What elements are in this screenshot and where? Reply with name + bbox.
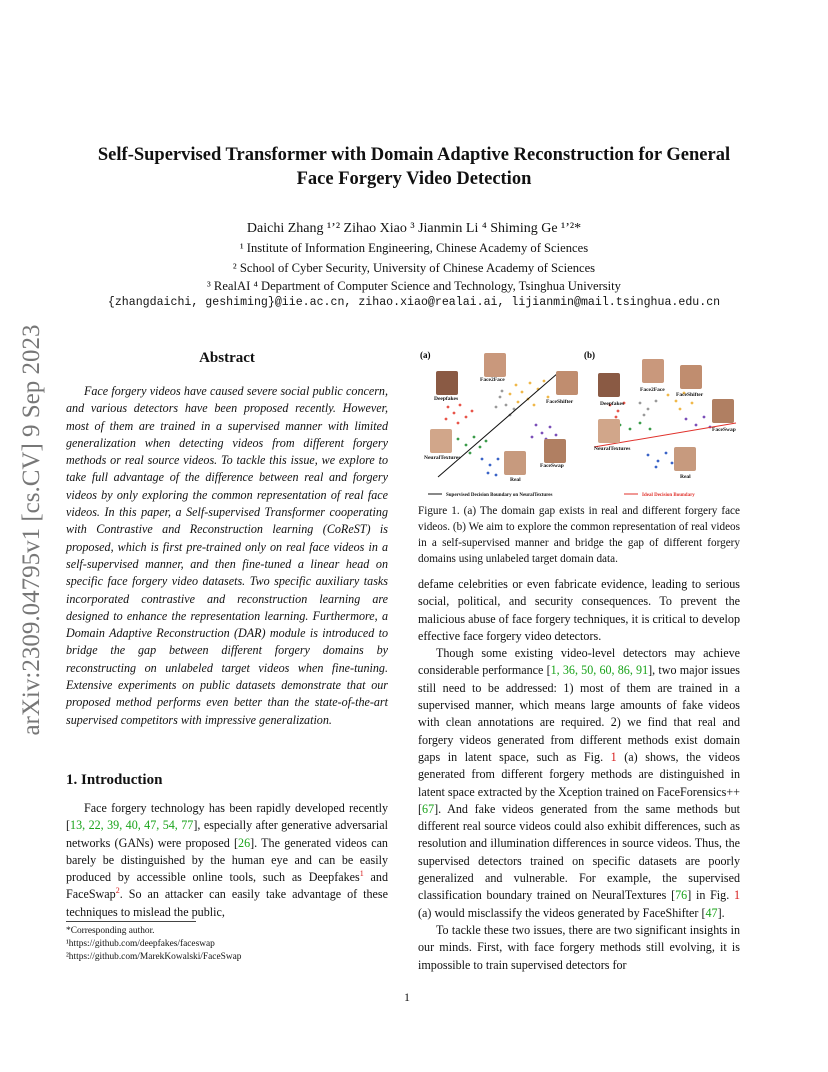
footnote-corresponding: *Corresponding author. [66, 926, 155, 936]
text-run: ]. And fake videos generated from the same methods but different real source videos could also exhibit differences, such as resolution and illumination differences in source videos. Thus, the supervised detectors trained on specific datasets are poorly generalized and vulnerable. For example, the supervised classification boundary trained on NeuralTextures [ [418, 801, 740, 903]
citation-link[interactable]: 13, 22, 39, 40, 47, 54, 77 [70, 818, 194, 833]
intro-paragraph-1 [66, 800, 388, 921]
abstract-paragraph: Face forgery videos have caused severe social public concern, and various detectors have been proposed recently. However, most of them are trained in a supervised manner with limited generalization when detecting videos from different forgery methods or real source videos. To tackle this issue, we explore to take full advantage of the difference between real and forgery videos by only exploring the common representation of real face videos. In this paper, a Self-supervised Transformer cooperating with Contrastive and Reconstruction learning (CoReST) is proposed, which is first pre-trained only on real face videos in a self-supervised manner, and then fine-tuned a linear head on specific face forgery video datasets. Two specific auxiliary tasks incorporated contrastive and reconstruction learning are designed to enhance the representation learning. Furthermore, a Domain Adaptive Reconstruction (DAR) module is introduced to bridge the gap between different forgery domains by reconstructing on unlabeled target videos when fine-tuning. Extensive experiments on public datasets demonstrate that our proposed method performs even better than the state-of-the-art supervised competitors with impressive generalization. [66, 384, 388, 727]
right-column [418, 576, 740, 974]
affiliation-2: ² School of Cyber Security, University of Chinese Academy of Sciences [232, 261, 596, 275]
text-run: ]. The generated videos can barely be distinguished by the human eye and can be easily produced by accessible online tools, such as Deepfakes [66, 835, 388, 885]
label-face2face-a: Face2Face [480, 377, 505, 383]
author-list: Daichi Zhang ¹ʼ² Zihao Xiao ³ Jianmin Li ⁴ Shiming Ge ¹ʼ²* [246, 221, 582, 236]
arxiv-id: arXiv:2309.04795v1 [cs.CV] 9 Sep 2023 [18, 324, 45, 736]
label-faceswap-b: FaceSwap [712, 427, 736, 433]
right-paragraph-3: To tackle these two issues, there are two significant insights in our minds. First, with face forgery methods still evolving, it is impossible to train supervised detectors for [418, 922, 740, 972]
figure-1-caption: Figure 1. (a) The domain gap exists in real and different forgery face videos. (b) We aim to explore the common representation of real videos in a self-supervised manner and bridge the gap of different forgery domains using unlabeled target domain data. [418, 505, 740, 565]
footnote-1: ¹https://github.com/deepfakes/faceswap [66, 939, 215, 949]
intro-heading: 1. Introduction [66, 772, 163, 788]
right-paragraph-2 [418, 645, 740, 922]
label-real-a: Real [510, 477, 521, 483]
figure-link[interactable]: 1 [733, 888, 740, 903]
label-deepfakes-b: Deepfakes [600, 401, 625, 407]
footnote-2: ²https://github.com/MarekKowalski/FaceSwap [66, 952, 242, 962]
citation-link[interactable]: 1, 36, 50, 60, 86, 91 [550, 663, 649, 678]
text-run: and FaceSwap [66, 870, 388, 902]
label-real-b: Real [680, 474, 691, 480]
text-run: ]. [717, 905, 725, 920]
author-emails: {zhangdaichi, geshiming}@iie.ac.cn, zihao.xiao@realai.ai, lijianmin@mail.tsinghua.edu.cn [107, 296, 721, 309]
intro-column [66, 800, 388, 921]
label-faceshifter-b: FaceShifter [676, 392, 704, 398]
footnote-marker[interactable]: 2 [115, 886, 120, 896]
legend-supervised-boundary: Supervised Decision Boundary on NeuralTextures [446, 493, 553, 498]
label-neuraltextures-a: NeuralTextures [424, 455, 461, 461]
citation-link[interactable]: 76 [675, 888, 688, 903]
citation-link[interactable]: 26 [238, 835, 251, 850]
affiliation-1: ¹ Institute of Information Engineering, Chinese Academy of Sciences [239, 241, 589, 255]
title-line-2: Face Forgery Video Detection [296, 169, 532, 189]
abstract-heading: Abstract [199, 350, 255, 366]
paper-title [40, 143, 788, 191]
abstract-body [66, 383, 388, 729]
citation-link[interactable]: 47 [705, 905, 718, 920]
text-run: ], especially after generative adversarial networks (GANs) were proposed [ [66, 818, 388, 850]
label-faceshifter-a: FaceShifter [546, 399, 574, 405]
affiliation-3: ³ RealAI ⁴ Department of Computer Science and Technology, Tsinghua University [207, 279, 621, 293]
panel-b-label: (b) [584, 350, 595, 360]
citation-link[interactable]: 67 [422, 801, 435, 816]
text-run: Though some existing video-level detectors may achieve considerable performance [ [418, 646, 740, 678]
figure-link[interactable]: 1 [610, 749, 617, 764]
text-run: ] in Fig. [687, 888, 734, 903]
text-run: ], two major issues still need to be addressed: 1) most of them are trained in a supervised manner, which means large amounts of fake videos with clean annotations are required. 2) we find that real and forgery videos generated from different methods exist domain gaps in latent space, such as Fig. [418, 663, 740, 764]
text-run: . So an attacker can easily take advantage of these techniques to mislead the public, [66, 887, 388, 919]
title-line-1: Self-Supervised Transformer with Domain Adaptive Reconstruction for General [97, 145, 731, 165]
footnote-rule [66, 921, 196, 922]
label-face2face-b: Face2Face [640, 387, 665, 393]
label-neuraltextures-b: NeuralTextures [594, 446, 631, 452]
figure-1 [418, 347, 740, 499]
label-deepfakes-a: Deepfakes [434, 396, 459, 402]
text-run: Face forgery technology has been rapidly developed recently [ [66, 801, 388, 833]
legend-ideal-boundary: Ideal Decision Boundary [642, 493, 695, 498]
label-faceswap-a: FaceSwap [540, 463, 564, 469]
panel-a-label: (a) [420, 350, 431, 360]
text-run: (a) would misclassify the videos generated by FaceShifter [ [418, 905, 706, 920]
right-paragraph-1: defame celebrities or even fabricate evidence, leading to serious social, political, and security consequences. To prevent the malicious abuse of face forgery techniques, it is critical to develop effective face forgery video detectors. [418, 577, 740, 643]
page-number: 1 [404, 990, 410, 1004]
text-run: (a) shows, the videos generated from different forgery methods are distinguished in latent space extracted by the Xception trained on FaceForensics++ [ [418, 749, 740, 816]
footnote-marker[interactable]: 1 [359, 869, 364, 879]
